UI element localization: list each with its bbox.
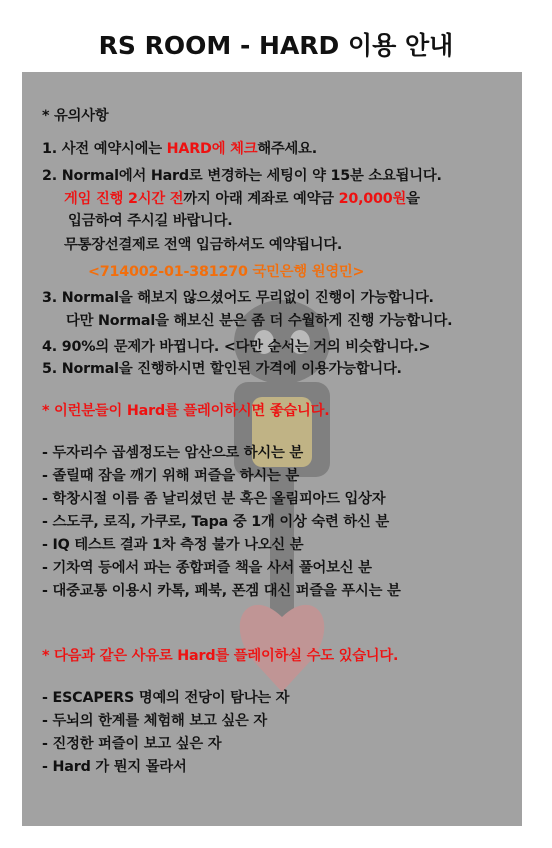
item2-mid: 까지 아래 계좌로 예약금 bbox=[183, 191, 339, 207]
item2-time-highlight: 게임 진행 2시간 전 bbox=[64, 191, 184, 207]
item1-highlight: HARD에 체크 bbox=[166, 141, 258, 157]
recommend-item: - 대중교통 이용시 카톡, 페북, 폰겜 대신 퍼즐을 푸시는 분 bbox=[42, 583, 401, 599]
notice-item-2-line-4: 무통장선결제로 전액 입금하셔도 예약됩니다. bbox=[64, 237, 343, 253]
notice-item-1 bbox=[42, 138, 317, 160]
recommend-item: - IQ 테스트 결과 1차 측정 불가 나오신 분 bbox=[42, 537, 304, 553]
notice-item-3-line-1: 3. Normal을 해보지 않으셨어도 무리없이 진행이 가능합니다. bbox=[42, 290, 434, 306]
notice-heading: * 유의사항 bbox=[42, 108, 109, 124]
item2-post: 을 bbox=[406, 191, 420, 207]
page-title: RS ROOM - HARD 이용 안내 bbox=[98, 31, 454, 60]
notice-item-3-line-2: 다만 Normal을 해보신 분은 좀 더 수월하게 진행 가능합니다. bbox=[66, 313, 453, 329]
item1-post: 해주세요. bbox=[257, 141, 317, 157]
reason-item: - ESCAPERS 명예의 전당이 탐나는 자 bbox=[42, 690, 290, 706]
reason-item: - Hard 가 뭔지 몰라서 bbox=[42, 759, 187, 775]
notice-item-5: 5. Normal을 진행하시면 할인된 가격에 이용가능합니다. bbox=[42, 361, 402, 377]
recommend-item: - 학창시절 이름 좀 날리셨던 분 혹은 올림피아드 입상자 bbox=[42, 491, 386, 507]
reason-item: - 진정한 퍼즐이 보고 싶은 자 bbox=[42, 736, 222, 752]
recommend-heading: * 이런분들이 Hard를 플레이하시면 좋습니다. bbox=[42, 403, 330, 419]
item2-amount: 20,000원 bbox=[338, 191, 407, 207]
reason-item: - 두뇌의 한계를 체험해 보고 싶은 자 bbox=[42, 713, 267, 729]
item1-pre: 1. 사전 예약시에는 bbox=[42, 141, 167, 157]
notice-item-2-line-3: 입금하여 주시길 바랍니다. bbox=[68, 213, 233, 229]
bank-account: <714002-01-381270 국민은행 원영민> bbox=[88, 264, 365, 280]
reasons-heading: * 다음과 같은 사유로 Hard를 플레이하실 수도 있습니다. bbox=[42, 648, 399, 664]
recommend-item: - 졸릴때 잠을 깨기 위해 퍼즐을 하시는 분 bbox=[42, 468, 299, 484]
recommend-item: - 기차역 등에서 파는 종합퍼즐 책을 사서 풀어보신 분 bbox=[42, 560, 372, 576]
notice-item-2-line-1: 2. Normal에서 Hard로 변경하는 세팅이 약 15분 소요됩니다. bbox=[42, 168, 442, 184]
recommend-item: - 스도쿠, 로직, 가쿠로, Tapa 중 1개 이상 숙련 하신 분 bbox=[42, 514, 389, 530]
notice-item-2-line-2 bbox=[64, 188, 420, 210]
notice-item-4: 4. 90%의 문제가 바뀝니다. <다만 순서는 거의 비슷합니다.> bbox=[42, 339, 431, 355]
notice-panel bbox=[22, 72, 522, 826]
recommend-item: - 두자리수 곱셈정도는 암산으로 하시는 분 bbox=[42, 445, 304, 461]
